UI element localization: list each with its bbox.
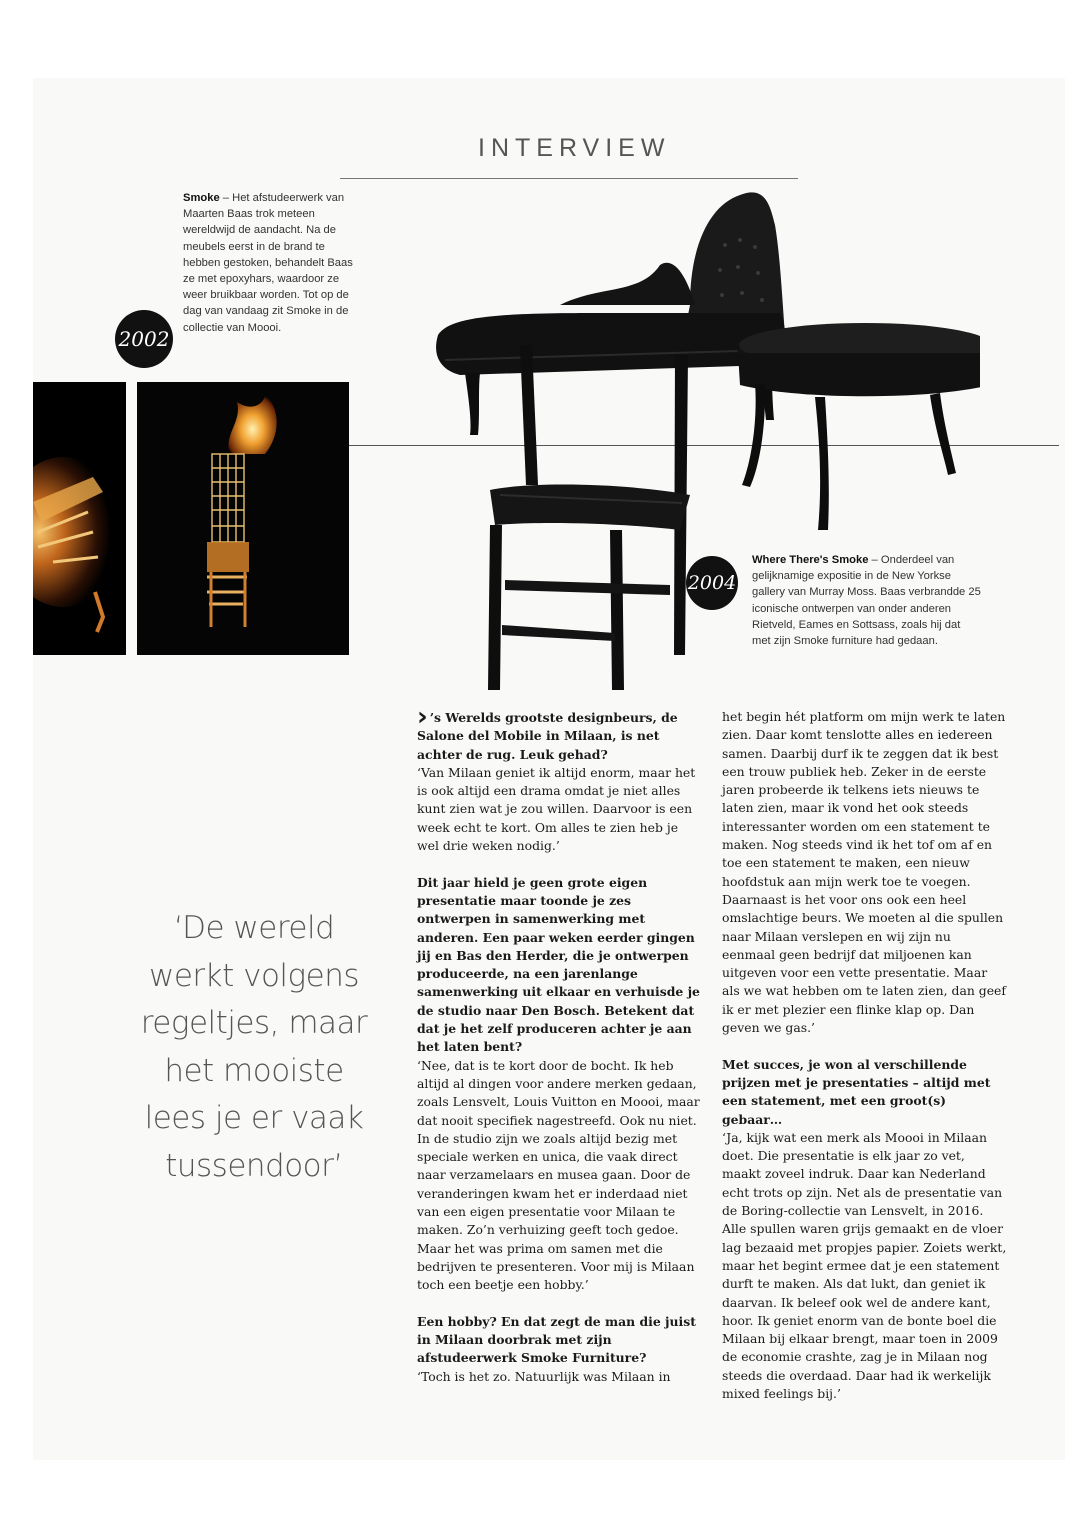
interview-answer-3-continued: het begin hét platform om mijn werk te laten zien. Daar komt tenslotte alles en iedereen samen. Daarbij durf ik te zeggen dat ik best een trouw publiek heb. Zeker in de eerste jaren probeerde ik telkens iets nieuws te laten zien, maar ik vond het ook steeds interessanter worden om een statement te maken. Nog steeds vind ik het tof om af en toe een statement te maken, een nieuw hoofdstuk aan mijn werk toe te voegen. Daarnaast is het voor ons ook een heel omslachtige beurs. We moeten al die spullen naar Milaan verslepen en wij zijn nu eenmaal geen bedrijf dat miljoenen kan uitgeven voor een vette presentatie. Maar als we wat hebben om te laten zien, dan geef ik er met plezier een flinke klap op. Dan geven we gas.’ bbox=[722, 709, 1006, 1036]
caption-wts-text: – Onderdeel van gelijknamige expositie in de New Yorkse gallery van Murray Moss. Baas verbrandde 25 iconische ontwerpen van onder anderen Rietveld, Eames en Sottsass, zoals hij dat met zijn Smoke furniture had gedaan. bbox=[752, 554, 981, 648]
interview-question-4: Met succes, je won al verschillende prijzen met je presentaties – altijd met een statement, met een groot(s) gebaar… bbox=[722, 1056, 991, 1127]
article-column-1 bbox=[417, 702, 700, 1386]
interview-answer-4: ‘Ja, kijk wat een merk als Moooi in Milaan doet. Die presentatie is elk jaar zo vet, maakt zoveel indruk. Daar kan Nederland echt trots op zijn. Net als de presentatie van de Boring-collectie van Lensvelt, in 2016. Alle spullen waren grijs gemaakt en de vloer lag bezaaid met propjes papier. Zoiets werkt, maar het begint ermee dat je een statement durft te maken. Als dat lukt, dan geniet ik daarvan. Ik beleef ook wel de andere kant, hoor. Ik geniet enorm van de bonte boel die Milaan bij elkaar brengt, maar toen in 2009 de economie crashte, zag je in Milaan nog steeds die overdaad. Daar had ik werkelijk mixed feelings bij.’ bbox=[722, 1129, 1007, 1401]
caption-where-theres-smoke bbox=[752, 552, 982, 649]
interview-question-3: Een hobby? En dat zegt de man die juist in Milaan doorbrak met zijn afstudeerwerk Smoke Furniture? bbox=[417, 1313, 696, 1366]
burning-furniture-photo-left bbox=[33, 382, 126, 655]
caption-smoke-title: Smoke bbox=[183, 192, 220, 204]
article-column-2 bbox=[722, 708, 1007, 1403]
burning-chair-photo bbox=[137, 382, 349, 655]
interview-question-1: › ’s Werelds grootste designbeurs, de Salone del Mobile in Milaan, is net achter de rug. Leuk gehad? bbox=[417, 702, 678, 762]
caption-smoke-text: – Het afstudeerwerk van Maarten Baas trok meteen wereldwijd de aandacht. Na de meubels eerst in de brand te hebben gestoken, behandelt Baas ze met epoxyhars, waardoor ze weer bruikbaar worden. Tot op de dag van vandaag zit Smoke in de collectie van Moooi. bbox=[183, 192, 353, 334]
interview-answer-2: ‘Nee, dat is te kort door de bocht. Ik heb altijd al dingen voor andere merken gedaan, zoals Lensvelt, Louis Vuitton en Moooi, maar dat nooit specifiek nagestreefd. Ook nu niet. In de studio zijn we zoals altijd bezig met speciale werken en unica, die vaak direct naar verzamelaars en musea gaan. Door de veranderingen kwam het er inderdaad niet van een eigen presentatie voor Milaan te maken. Zo’n verhuizing geeft toch gedoe. Maar het was prima om samen met die bedrijven te presenteren. Voor mij is Milaan toch een beetje een hobby.’ bbox=[417, 1057, 700, 1293]
year-badge-2004: 2004 bbox=[686, 556, 738, 610]
chevron-right-icon: › bbox=[417, 702, 428, 732]
title-divider bbox=[340, 178, 798, 179]
interview-question-2: Dit jaar hield je geen grote eigen presentatie maar toonde je zes ontwerpen in samenwerking met anderen. Een paar weken eerder gingen jij en Bas den Herder, die je ontwerpen produceerde, na een jarenlange samenwerking uit elkaar en verhuisde je de studio naar Den Bosch. Betekent dat dat je het zelf produceren achter je aan het laten bent? bbox=[417, 874, 700, 1055]
caption-wts-title: Where There's Smoke bbox=[752, 554, 869, 566]
year-badge-2002: 2002 bbox=[115, 310, 173, 368]
interview-answer-3: ‘Toch is het zo. Natuurlijk was Milaan in bbox=[417, 1368, 671, 1384]
caption-smoke bbox=[183, 190, 358, 336]
section-title: INTERVIEW bbox=[478, 134, 671, 162]
pull-quote: ‘De wereld werkt volgens regeltjes, maar het mooiste lees je er vaak tussendoor’ bbox=[140, 910, 368, 1184]
interview-answer-1: ‘Van Milaan geniet ik altijd enorm, maar het is ook altijd een drama omdat je niet alles kunt zien wat je zou willen. Daarvoor is een week echt te kort. Om alles te zien heb je wel drie weken nodig.’ bbox=[417, 764, 696, 854]
